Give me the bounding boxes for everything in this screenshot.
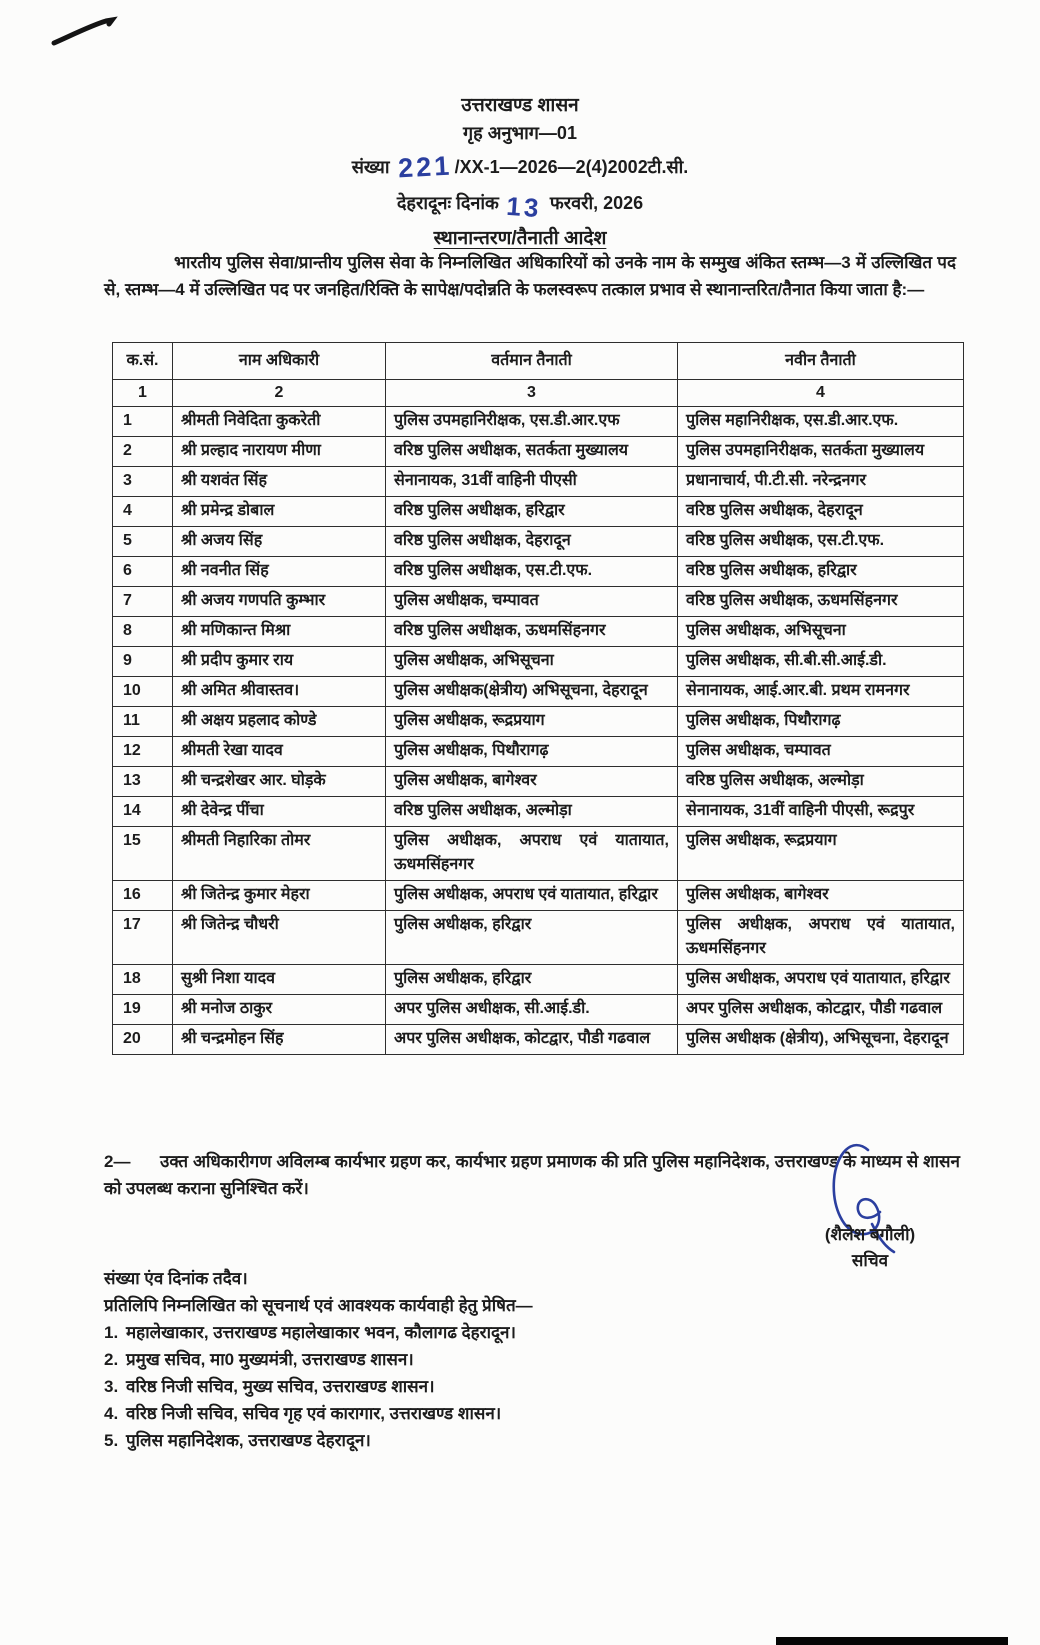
cell-new-posting: अपर पुलिस अधीक्षक, कोटद्वार, पौडी गढवाल <box>678 995 964 1025</box>
table-row <box>113 827 964 881</box>
cell-new-posting: पुलिस उपमहानिरीक्षक, सतर्कता मुख्यालय <box>678 437 964 467</box>
header-current-posting: वर्तमान तैनाती <box>386 343 678 380</box>
copy-recipient-item: 4. वरिष्ठ निजी सचिव, सचिव गृह एवं कारागार, उत्तराखण्ड शासन। <box>104 1404 502 1423</box>
cell-serial: 11 <box>113 707 173 737</box>
cell-officer-name: श्री यशवंत सिंह <box>173 467 386 497</box>
cell-serial: 7 <box>113 587 173 617</box>
table-row <box>113 407 964 437</box>
copy-recipient-item: 2. प्रमुख सचिव, मा0 मुख्यमंत्री, उत्तराखण्ड शासन। <box>104 1350 414 1369</box>
letterhead <box>0 96 1040 222</box>
table-row <box>113 995 964 1025</box>
table-row <box>113 617 964 647</box>
table-row <box>113 557 964 587</box>
cell-current-posting: वरिष्ठ पुलिस अधीक्षक, देहरादून <box>386 527 678 557</box>
cell-officer-name: श्री अजय गणपति कुम्भार <box>173 587 386 617</box>
transfer-table <box>112 342 964 1055</box>
header-new-posting: नवीन तैनाती <box>678 343 964 380</box>
cell-current-posting: पुलिस अधीक्षक, रूद्रप्रयाग <box>386 707 678 737</box>
cell-serial: 4 <box>113 497 173 527</box>
cell-new-posting: पुलिस अधीक्षक, सी.बी.सी.आई.डी. <box>678 647 964 677</box>
date-line: देहरादूनः दिनांक 13 फरवरी, 2026 <box>396 190 644 224</box>
cell-new-posting: पुलिस अधीक्षक, चम्पावत <box>678 737 964 767</box>
cell-new-posting: पुलिस महानिरीक्षक, एस.डी.आर.एफ. <box>678 407 964 437</box>
cell-officer-name: श्री प्रदीप कुमार राय <box>173 647 386 677</box>
document-title: स्थानान्तरण/तैनाती आदेश <box>433 228 607 249</box>
intro-paragraph: भारतीय पुलिस सेवा/प्रान्तीय पुलिस सेवा के निम्नलिखित अधिकारियों को उनके नाम के सम्मुख अंकित स्तम्भ—3 में उल्लिखित पद से, स्तम्भ—4 में उल्लिखित पद पर जनहित/रिक्ति के सापेक्ष/पदोन्नति के फलस्वरूप तत्काल प्रभाव से स्थानान्तरित/तैनात किया जाता है:— <box>104 253 956 299</box>
cell-current-posting: वरिष्ठ पुलिस अधीक्षक, ऊधमसिंहनगर <box>386 617 678 647</box>
cell-new-posting: वरिष्ठ पुलिस अधीक्षक, ऊधमसिंहनगर <box>678 587 964 617</box>
cell-current-posting: वरिष्ठ पुलिस अधीक्षक, अल्मोड़ा <box>386 797 678 827</box>
cell-officer-name: श्री मनोज ठाकुर <box>173 995 386 1025</box>
cell-new-posting: प्रधानाचार्य, पी.टी.सी. नरेन्द्रनगर <box>678 467 964 497</box>
colnum-3: 3 <box>386 380 678 407</box>
cell-current-posting: अपर पुलिस अधीक्षक, कोटद्वार, पौडी गढवाल <box>386 1025 678 1055</box>
cell-current-posting: पुलिस अधीक्षक, अपराध एवं यातायात, ऊधमसिंहनगर <box>386 827 678 881</box>
table-row <box>113 587 964 617</box>
header-officer-name: नाम अधिकारी <box>173 343 386 380</box>
cell-current-posting: अपर पुलिस अधीक्षक, सी.आई.डी. <box>386 995 678 1025</box>
cell-new-posting: वरिष्ठ पुलिस अधीक्षक, देहरादून <box>678 497 964 527</box>
cell-officer-name: श्रीमती निवेदिता कुकरेती <box>173 407 386 437</box>
cell-serial: 12 <box>113 737 173 767</box>
table-row <box>113 467 964 497</box>
table-row <box>113 767 964 797</box>
table-row <box>113 677 964 707</box>
section-name: गृह अनुभाग—01 <box>463 123 577 143</box>
copy-recipient-item: 3. वरिष्ठ निजी सचिव, मुख्य सचिव, उत्तराखण्ड शासन। <box>104 1377 435 1396</box>
cell-serial: 8 <box>113 617 173 647</box>
cell-new-posting: पुलिस अधीक्षक, बागेश्वर <box>678 881 964 911</box>
cell-current-posting: पुलिस उपमहानिरीक्षक, एस.डी.आर.एफ <box>386 407 678 437</box>
cell-new-posting: सेनानायक, 31वीं वाहिनी पीएसी, रूद्रपुर <box>678 797 964 827</box>
cell-current-posting: पुलिस अधीक्षक(क्षेत्रीय) अभिसूचना, देहरादून <box>386 677 678 707</box>
cell-serial: 19 <box>113 995 173 1025</box>
cell-serial: 13 <box>113 767 173 797</box>
copy-section <box>104 1270 804 1459</box>
copy-line-number-date: संख्या एंव दिनांक तदैव। <box>104 1269 248 1288</box>
cell-new-posting: पुलिस अधीक्षक, पिथौरागढ़ <box>678 707 964 737</box>
cell-current-posting: वरिष्ठ पुलिस अधीक्षक, सतर्कता मुख्यालय <box>386 437 678 467</box>
cell-officer-name: श्री जितेन्द्र चौधरी <box>173 911 386 965</box>
cell-officer-name: श्री प्रल्हाद नारायण मीणा <box>173 437 386 467</box>
handwritten-date: 13 <box>505 190 543 224</box>
cell-new-posting: पुलिस अधीक्षक, अपराध एवं यातायात, ऊधमसिंहनगर <box>678 911 964 965</box>
cell-officer-name: श्री अजय सिंह <box>173 527 386 557</box>
colnum-1: 1 <box>113 380 173 407</box>
cell-current-posting: पुलिस अधीक्षक, चम्पावत <box>386 587 678 617</box>
cell-serial: 10 <box>113 677 173 707</box>
table-row <box>113 497 964 527</box>
copy-line-forwarded: प्रतिलिपि निम्नलिखित को सूचनार्थ एवं आवश्यक कार्यवाही हेतु प्रेषित— <box>104 1296 533 1315</box>
colnum-4: 4 <box>678 380 964 407</box>
cell-serial: 15 <box>113 827 173 881</box>
column-number-row <box>113 380 964 407</box>
copy-recipient-item: 5. पुलिस महानिदेशक, उत्तराखण्ड देहरादून। <box>104 1431 371 1450</box>
cell-officer-name: श्रीमती रेखा यादव <box>173 737 386 767</box>
cell-serial: 6 <box>113 557 173 587</box>
cell-new-posting: पुलिस अधीक्षक, अपराध एवं यातायात, हरिद्वार <box>678 965 964 995</box>
cell-current-posting: पुलिस अधीक्षक, पिथौरागढ़ <box>386 737 678 767</box>
table-header-row <box>113 343 964 380</box>
cell-officer-name: श्री अक्षय प्रहलाद कोण्डे <box>173 707 386 737</box>
copy-recipient-item: 1. महालेखाकार, उत्तराखण्ड महालेखाकार भवन, कौलागढ देहरादून। <box>104 1323 516 1342</box>
clause-number: 2— <box>104 1152 131 1171</box>
cell-current-posting: पुलिस अधीक्षक, हरिद्वार <box>386 911 678 965</box>
table-row <box>113 647 964 677</box>
cell-new-posting: पुलिस अधीक्षक, अभिसूचना <box>678 617 964 647</box>
cell-serial: 9 <box>113 647 173 677</box>
cell-new-posting: वरिष्ठ पुलिस अधीक्षक, एस.टी.एफ. <box>678 527 964 557</box>
cell-officer-name: श्रीमती निहारिका तोमर <box>173 827 386 881</box>
table-row <box>113 1025 964 1055</box>
cell-officer-name: श्री देवेन्द्र पींचा <box>173 797 386 827</box>
cell-serial: 3 <box>113 467 173 497</box>
cell-current-posting: वरिष्ठ पुलिस अधीक्षक, हरिद्वार <box>386 497 678 527</box>
table-row <box>113 707 964 737</box>
cell-officer-name: श्री चन्द्रशेखर आर. घोड़के <box>173 767 386 797</box>
cell-new-posting: पुलिस अधीक्षक, रूद्रप्रयाग <box>678 827 964 881</box>
table-row <box>113 797 964 827</box>
handwritten-order-number: 221 <box>396 150 453 184</box>
cell-serial: 18 <box>113 965 173 995</box>
cell-officer-name: श्री नवनीत सिंह <box>173 557 386 587</box>
cell-current-posting: पुलिस अधीक्षक, अपराध एवं यातायात, हरिद्वार <box>386 881 678 911</box>
cell-serial: 2 <box>113 437 173 467</box>
cell-officer-name: श्री चन्द्रमोहन सिंह <box>173 1025 386 1055</box>
cell-new-posting: वरिष्ठ पुलिस अधीक्षक, हरिद्वार <box>678 557 964 587</box>
government-name: उत्तराखण्ड शासन <box>461 95 579 116</box>
cell-serial: 17 <box>113 911 173 965</box>
cell-officer-name: श्री प्रमेन्द्र डोबाल <box>173 497 386 527</box>
order-number-line: संख्या 221 /XX-1—2026—2(4)2002टी.सी. <box>351 150 689 184</box>
cell-current-posting: सेनानायक, 31वीं वाहिनी पीएसी <box>386 467 678 497</box>
header-serial: क.सं. <box>113 343 173 380</box>
cell-new-posting: वरिष्ठ पुलिस अधीक्षक, अल्मोड़ा <box>678 767 964 797</box>
scan-artifact-bar <box>776 1637 1008 1645</box>
cell-current-posting: पुलिस अधीक्षक, अभिसूचना <box>386 647 678 677</box>
pen-stroke-mark <box>48 12 120 52</box>
cell-serial: 16 <box>113 881 173 911</box>
cell-current-posting: पुलिस अधीक्षक, हरिद्वार <box>386 965 678 995</box>
cell-serial: 5 <box>113 527 173 557</box>
cell-officer-name: सुश्री निशा यादव <box>173 965 386 995</box>
signatory-designation: सचिव <box>851 1251 889 1270</box>
table-row <box>113 527 964 557</box>
cell-serial: 20 <box>113 1025 173 1055</box>
signatory-name: (शैलेश बगौली) <box>824 1225 916 1244</box>
cell-current-posting: वरिष्ठ पुलिस अधीक्षक, एस.टी.एफ. <box>386 557 678 587</box>
clause-2-paragraph: 2— उक्त अधिकारीगण अविलम्ब कार्यभार ग्रहण कर, कार्यभार ग्रहण प्रमाणक की प्रति पुलिस महानिदेशक, उत्तराखण्ड के माध्यम से शासन को उपलब्ध कराना सुनिश्चित करें। <box>104 1148 960 1202</box>
table-row <box>113 911 964 965</box>
cell-serial: 14 <box>113 797 173 827</box>
cell-officer-name: श्री जितेन्द्र कुमार मेहरा <box>173 881 386 911</box>
cell-current-posting: पुलिस अधीक्षक, बागेश्वर <box>386 767 678 797</box>
cell-officer-name: श्री अमित श्रीवास्तव। <box>173 677 386 707</box>
table-row <box>113 737 964 767</box>
table-row <box>113 881 964 911</box>
cell-officer-name: श्री मणिकान्त मिश्रा <box>173 617 386 647</box>
cell-new-posting: पुलिस अधीक्षक (क्षेत्रीय), अभिसूचना, देहरादून <box>678 1025 964 1055</box>
table-row <box>113 437 964 467</box>
cell-serial: 1 <box>113 407 173 437</box>
table-row <box>113 965 964 995</box>
cell-new-posting: सेनानायक, आई.आर.बी. प्रथम रामनगर <box>678 677 964 707</box>
colnum-2: 2 <box>173 380 386 407</box>
